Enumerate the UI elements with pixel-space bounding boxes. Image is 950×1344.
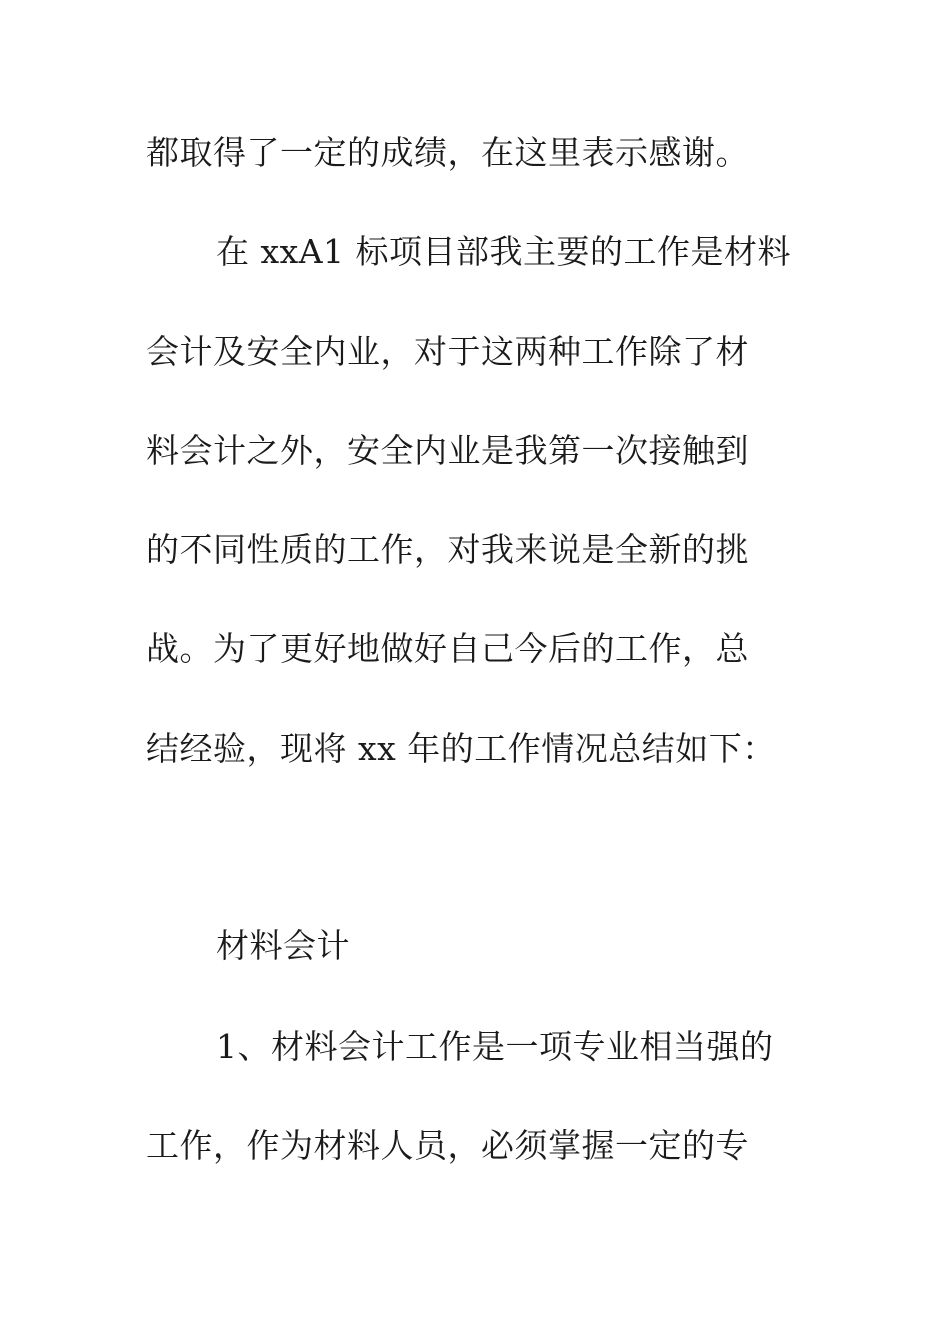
paragraph-start: 在 xxA1 标项目部我主要的工作是材料 xyxy=(216,232,792,271)
text-line: 都取得了一定的成绩，在这里表示感谢。 xyxy=(146,133,749,172)
text-line: 战。为了更好地做好自己今后的工作，总 xyxy=(146,629,749,668)
text-line: 工作，作为材料人员，必须掌握一定的专 xyxy=(146,1126,749,1165)
text-line: 结经验，现将 xx 年的工作情况总结如下： xyxy=(146,729,776,768)
text-line: 料会计之外，安全内业是我第一次接触到 xyxy=(146,431,749,470)
paragraph-start: 1、材料会计工作是一项专业相当强的 xyxy=(216,1027,774,1066)
text-line: 会计及安全内业，对于这两种工作除了材 xyxy=(146,332,749,371)
text-line: 的不同性质的工作，对我来说是全新的挑 xyxy=(146,530,749,569)
section-heading: 材料会计 xyxy=(216,926,350,965)
